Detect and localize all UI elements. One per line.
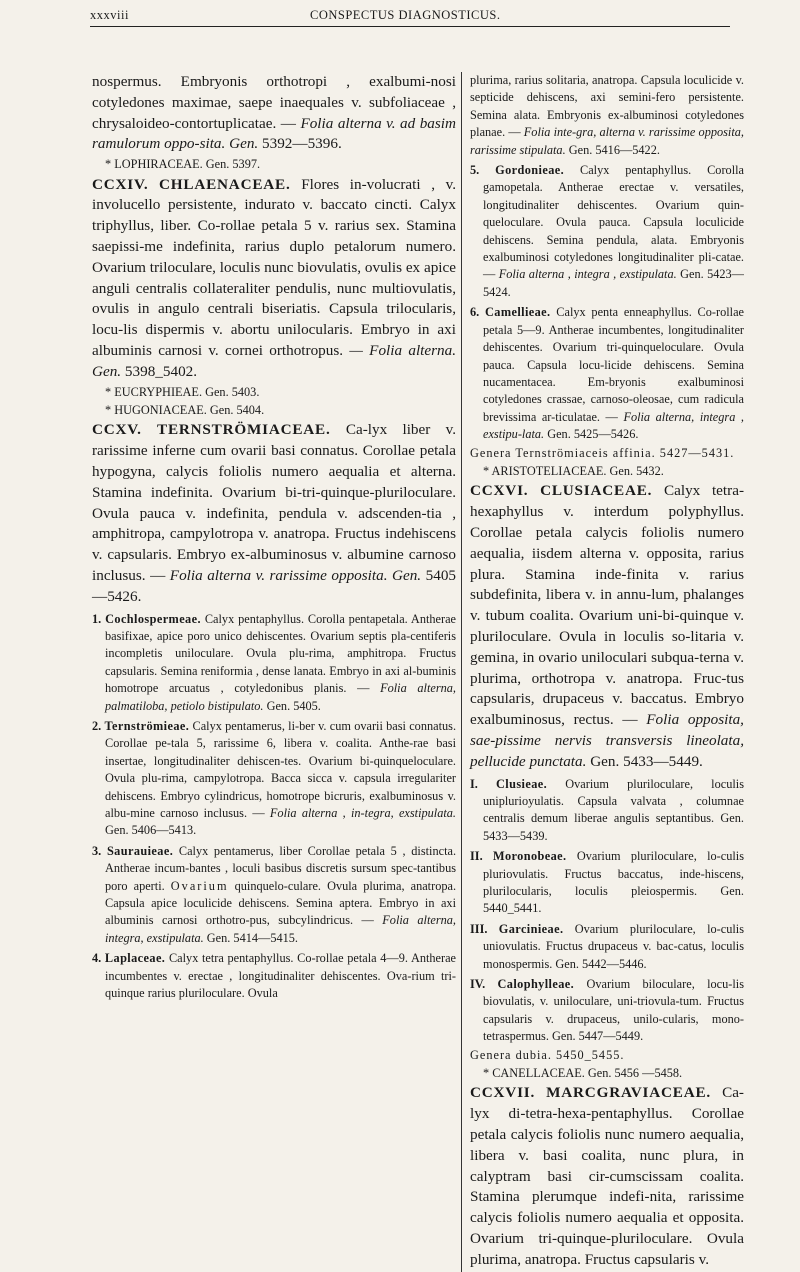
tribe-II: II. Moronobeae. Ovarium pluriloculare, lo-culis pluriovulatis. Fructus baccatus, inde-hiscens, plurilocularis, loculis pleiospermis. Gen. 5440_5441. [470,849,744,916]
tribe-6: 6. Camellieae. Calyx penta enneaphyllus. Co-rollae petala 5—9. Antherae incumbentes, longitudinaliter dehiscentes. Ovarium tri-quinqueloculare. Ovula pauca. Capsula locu-licide dehiscens. Semina nucamentacea. Em-bryonis exalbuminosi cotyledones crassae, carnoso-oleosae, cum radicula brevissima ar-ticulatae. — Folia alterna, integra , exstipu-lata. Gen. 5425—5426. [470,305,744,442]
tribe-III: III. Garcinieae. Ovarium pluriloculare, lo-culis uniovulatis. Fructus drupaceus v. bac-catus, loculis monospermis. Gen. 5442—5446. [470,921,744,971]
family-ccxvii: CCXVII. MARCGRAVIACEAE. Ca-lyx di-tetra-hexa-pentaphyllus. Corollae petala calycis foliolis nunc numero aequalia, libera v. basi coalita, nunc plura, in calyptram basi cir-cumscissam coalita. Stamina plerumque indefi-nita, rarissime calycis foliolis numero aequalia et opposita. Ovarium tri-quinque-pluriloculare. Ovula plurima, anatropa. Fructus capsularis v. [470,1084,744,1268]
header-rule [90,26,730,27]
left-column [92,72,456,1003]
note-lophiraceae: * LOPHIRACEAE. Gen. 5397. [105,157,261,172]
right-column [461,72,744,1272]
tribe-4: 4. Laplaceae. Calyx tetra pentaphyllus. Co-rollae petala 4—9. Antherae incumbentes v. erectae , longitudinaliter dehiscentes. Ova-rium tri-quinque rarius pluriloculare. Ovula [92,951,457,1001]
paragraph-continuation: nospermus. Embryonis orthotropi , exalbumi-nosi cotyledones maximae, saepe inaequales v. subfoliaceae , chrysaloideo-contortuplicatae. — Folia alterna v. ad basim ramulorum oppo-sita. Gen. 5392—5396. [92,73,456,153]
tribe-2: 2. Ternströmieae. Calyx pentamerus, li-ber v. cum ovarii basi connatus. Corollae pe-tala 5, rarissime 6, libera v. coalita. Anthe-rae basi insertae, longitudinaliter dehiscen-tes. Ovarium bi-quinqueloculare. Ovula plu-rima, campylotropa. Bacca sicca v. capsula irregulariter dehiscens. Embryo cylindricus, homotrope bicruris, exalbuminosus v. albu-mine carnoso inclusus. — Folia alterna , in-tegra, exstipulata. Gen. 5406—5413. [92,718,457,838]
tribe-4-continuation: plurima, rarius solitaria, anatropa. Capsula loculicide v. septicide dehiscens, axi semini-fero persistente. Semina alata. Embryonis ex-albuminosi cotyledones planae. — Folia inte-gra, alterna v. rarissime opposita, rarissime stipulata. Gen. 5416—5422. [470,73,744,157]
running-title: CONSPECTUS DIAGNOSTICUS. [310,8,501,22]
family-ccxvi: CCXVI. CLUSIACEAE. Calyx tetra-hexaphyllus v. interdum polyphyllus. Corollae petala calycis foliolis numero aequalia, iisdem alterna v. opposita, rarius plura. Stamina inde-finita v. rarius subdefinita, libera v. in annu-lum, phalanges v. tubum coalita. Ovarium uni-bi-quinque v. pluriloculare. Ovula in loculis so-litaria v. gemina, in ovario uniloculari subqua-terna v. plurima, orthotropa v. anatropa. Fruc-tus capsularis, drupaceus v. baccatus. Embryo exalbuminosus, rectus. — Folia opposita, sae-pissime nervis transversis lineolata, pellucide punctata. Gen. 5433—5449. [470,482,744,770]
tribe-5: 5. Gordonieae. Calyx pentaphyllus. Corolla gamopetala. Antherae erectae v. versatiles, longitudinaliter dehiscentes. Ovarium quin-queloculare. Ovula pauca. Capsula loculicide dehiscens. Semina pendula, alata. Embryonis exalbuminosi cotyledones longitudinaliter pli-catae. — Folia alterna , integra , exstipulata. Gen. 5423—5424. [470,163,744,299]
genera-dubia: Genera dubia. 5450_5455. [470,1047,625,1062]
genera-affinia: Genera Ternströmiaceis affinia. 5427—5431. [470,445,735,460]
family-ccxiv: CCXIV. CHLAENACEAE. Flores in-volucrati , v. involucello persistente, indurato v. baccato cincti. Calyx triphyllus, liber. Co-rollae petala 5 v. rarius sex. Stamina saepissi-me indefinita, rarius duplo petalorum numero. Ovarium triloculare, loculis nunc biovulatis, ovulis ex apice anguli centralis collateraliter pendulis, nunc multiovulatis, ovulis in angulo centrali biseriatis. Capsula trilocularis, locu-lis dispermis v. abortu unilocularis. Embryo in axi albuminis carnosi v. cornei orthotropus. — Folia alterna. Gen. 5398_5402. [92,175,457,380]
page-number: xxxviii [90,8,129,22]
note-aristoteliaceae: * ARISTOTELIACEAE. Gen. 5432. [483,463,664,478]
note-canellaceae: * CANELLACEAE. Gen. 5456 —5458. [483,1066,683,1080]
family-ccxv: CCXV. TERNSTRÖMIACEAE. Ca-lyx liber v. rarissime inferne cum ovarii basi connatus. Corollae petala hypogyna, calycis foliolis numero aequalia et alterna. Stamina indefinita. Ovarium bi-tri-quinque-pluriloculare. Ovula pauca v. indefinita, pendula v. adscenden-tia , amphitropa, campylotropa v. anatropa. Fructus indehiscens v. capsularis. Embryo ex-albuminosus v. albumine carnoso inclusus. — Folia alterna v. rarissime opposita. Gen. 5405—5426. [92,421,457,605]
note-hugoniaceae: * HUGONIACEAE. Gen. 5404. [105,402,265,417]
tribe-1: 1. Cochlospermeae. Calyx pentaphyllus. Corolla pentapetala. Antherae basifixae, apice poro unico dehiscentes. Ovarium septis pla-centiferis incompletis uniloculare. Ovula plu-rima, amphitropa. Fructus capsularis. Semina reniformia , dense lanata. Embryo in axi al-buminis homotrope arcuatus , cotyledonibus planis. — Folia alterna, palmatiloba, petiolo bistipulato. Gen. 5405. [92,611,456,713]
tribe-IV: IV. Calophylleae. Ovarium biloculare, locu-lis biovulatis, v. uniloculare, uni-triovula-tum. Fructus capsularis v. drupaceus, unilo-cularis, mono-tetraspermus. Gen. 5447—5449. [470,976,745,1044]
tribe-I: I. Clusieae. Ovarium pluriloculare, loculis uniplurioyulatis. Capsula valvata , columnae centralis demum liberae angulis septantibus. Gen. 5433—5439. [470,776,744,843]
note-eucryphieae: * EUCRYPHIEAE. Gen. 5403. [105,384,260,399]
tribe-3: 3. Saurauieae. Calyx pentamerus, liber Corollae petala 5 , distincta. Antherae incum-bantes , loculi basibus discretis sursum spec-tantibus poro aperti. Ovarium quinquelo-culare. Ovula plurima, anatropa. Capsula apice loculicide dehiscens. Semina aptera. Embryo in axi albuminis carnosi orthotro-pus, subcylindricus. — Folia alterna, integra, exstipulata. Gen. 5414—5415. [92,843,457,945]
